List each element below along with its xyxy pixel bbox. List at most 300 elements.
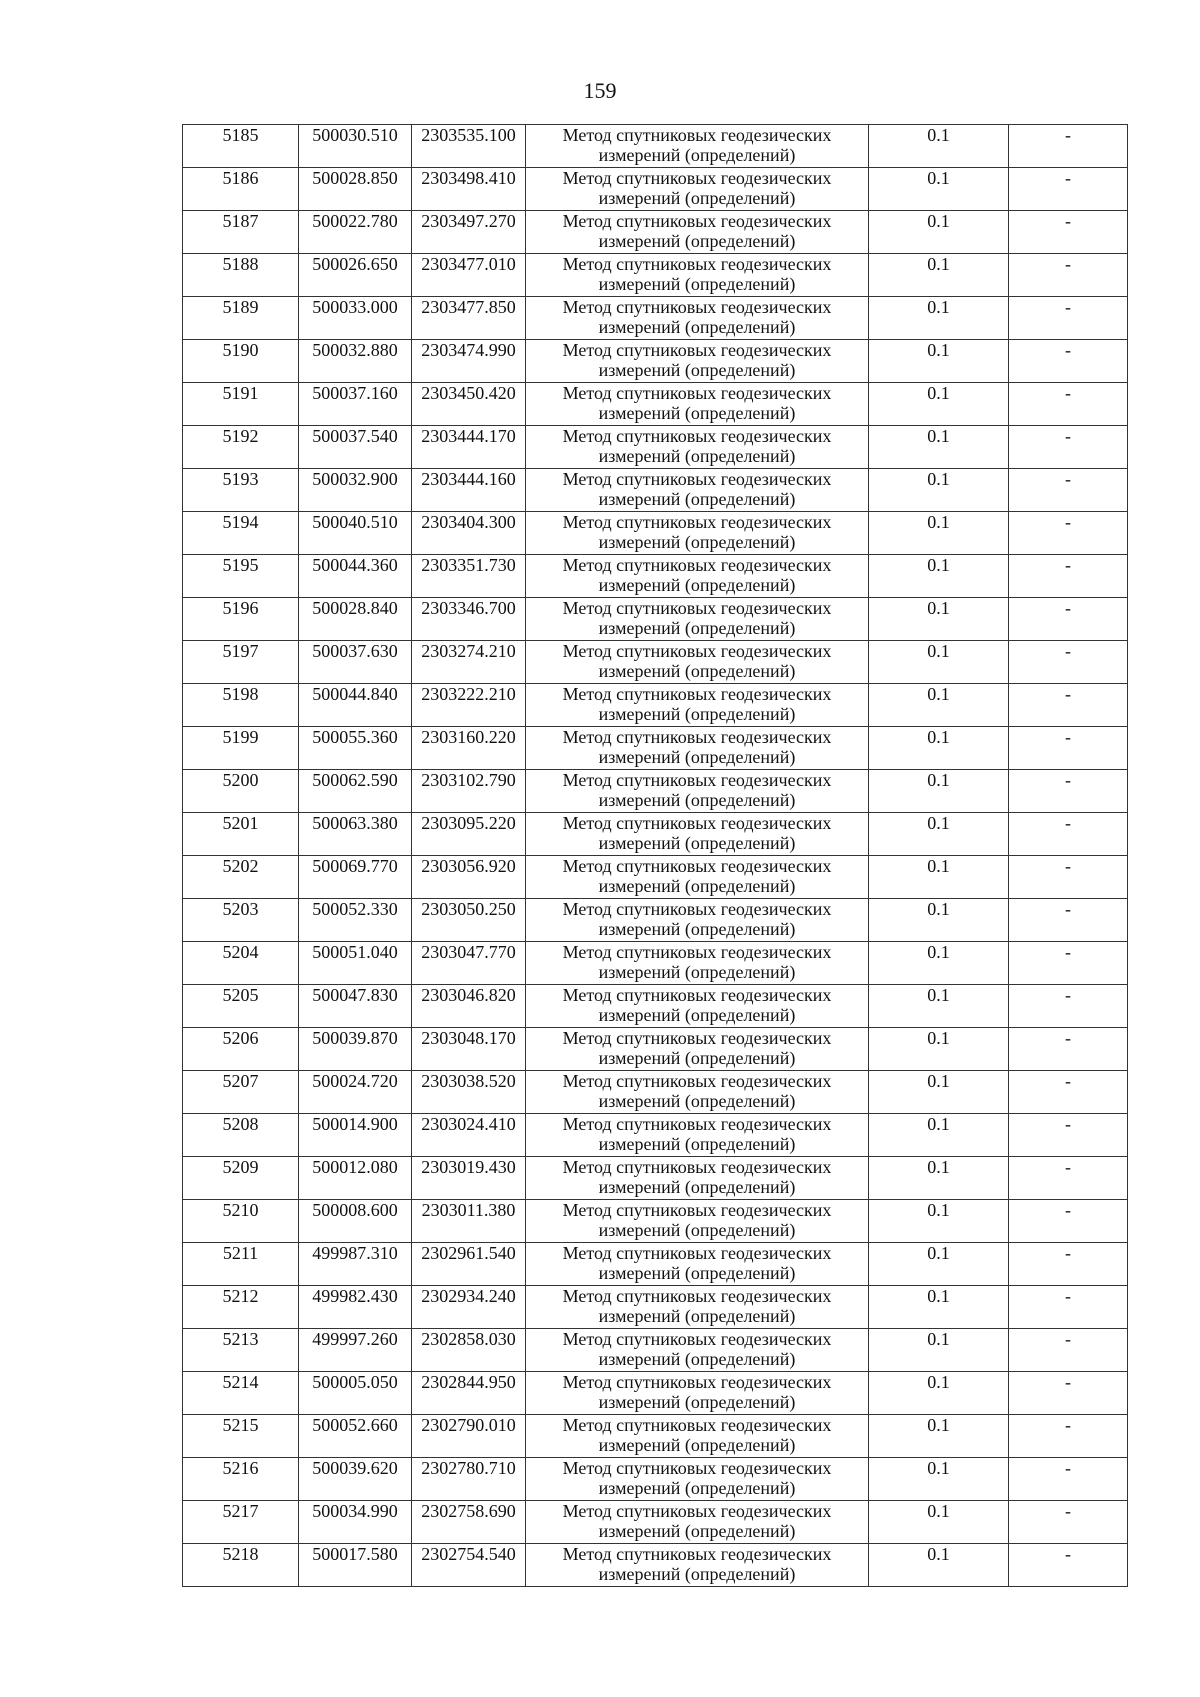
extra-value-cell: - bbox=[1009, 1372, 1128, 1415]
x-coordinate-cell: 500030.510 bbox=[299, 125, 412, 168]
extra-value-cell: - bbox=[1009, 1243, 1128, 1286]
method-cell bbox=[526, 426, 869, 469]
method-text-line1: Метод спутниковых геодезических bbox=[562, 512, 832, 532]
y-coordinate-cell: 2303056.920 bbox=[412, 856, 526, 899]
method-text-line2: измерений (определений) bbox=[598, 1392, 796, 1412]
point-number-cell: 5194 bbox=[183, 512, 299, 555]
extra-value-cell: - bbox=[1009, 899, 1128, 942]
method-text-line2: измерений (определений) bbox=[598, 360, 796, 380]
extra-value-cell: - bbox=[1009, 598, 1128, 641]
method-cell bbox=[526, 512, 869, 555]
method-text-line1: Метод спутниковых геодезических bbox=[562, 383, 832, 403]
y-coordinate-cell: 2302858.030 bbox=[412, 1329, 526, 1372]
table-row bbox=[183, 942, 1128, 985]
method-cell bbox=[526, 1243, 869, 1286]
table-row bbox=[183, 211, 1128, 254]
method-text-line1: Метод спутниковых геодезических bbox=[562, 598, 832, 618]
method-text-line1: Метод спутниковых геодезических bbox=[562, 942, 832, 962]
method-text-line1: Метод спутниковых геодезических bbox=[562, 813, 832, 833]
method-text-line2: измерений (определений) bbox=[598, 1091, 796, 1111]
x-coordinate-cell: 500051.040 bbox=[299, 942, 412, 985]
method-text-line2: измерений (определений) bbox=[598, 1349, 796, 1369]
x-coordinate-cell: 500063.380 bbox=[299, 813, 412, 856]
y-coordinate-cell: 2303102.790 bbox=[412, 770, 526, 813]
method-cell bbox=[526, 168, 869, 211]
extra-value-cell: - bbox=[1009, 1071, 1128, 1114]
point-number-cell: 5208 bbox=[183, 1114, 299, 1157]
method-cell bbox=[526, 598, 869, 641]
point-number-cell: 5188 bbox=[183, 254, 299, 297]
x-coordinate-cell: 500044.360 bbox=[299, 555, 412, 598]
method-text-line1: Метод спутниковых геодезических bbox=[562, 1071, 832, 1091]
point-number-cell: 5218 bbox=[183, 1544, 299, 1587]
method-cell bbox=[526, 1114, 869, 1157]
accuracy-cell: 0.1 bbox=[869, 899, 1009, 942]
extra-value-cell: - bbox=[1009, 297, 1128, 340]
method-text-line2: измерений (определений) bbox=[598, 1521, 796, 1541]
x-coordinate-cell: 500062.590 bbox=[299, 770, 412, 813]
accuracy-cell: 0.1 bbox=[869, 1157, 1009, 1200]
accuracy-cell: 0.1 bbox=[869, 1200, 1009, 1243]
method-cell bbox=[526, 641, 869, 684]
method-text-line2: измерений (определений) bbox=[598, 704, 796, 724]
point-number-cell: 5213 bbox=[183, 1329, 299, 1372]
x-coordinate-cell: 500033.000 bbox=[299, 297, 412, 340]
extra-value-cell: - bbox=[1009, 426, 1128, 469]
table-row bbox=[183, 727, 1128, 770]
method-cell bbox=[526, 125, 869, 168]
table-row bbox=[183, 1372, 1128, 1415]
accuracy-cell: 0.1 bbox=[869, 297, 1009, 340]
method-text-line2: измерений (определений) bbox=[598, 1564, 796, 1584]
x-coordinate-cell: 500052.660 bbox=[299, 1415, 412, 1458]
x-coordinate-cell: 500005.050 bbox=[299, 1372, 412, 1415]
method-text-line1: Метод спутниковых геодезических bbox=[562, 555, 832, 575]
method-text-line2: измерений (определений) bbox=[598, 1134, 796, 1154]
extra-value-cell: - bbox=[1009, 340, 1128, 383]
table-row bbox=[183, 426, 1128, 469]
extra-value-cell: - bbox=[1009, 211, 1128, 254]
x-coordinate-cell: 500037.540 bbox=[299, 426, 412, 469]
method-text-line2: измерений (определений) bbox=[598, 833, 796, 853]
point-number-cell: 5197 bbox=[183, 641, 299, 684]
accuracy-cell: 0.1 bbox=[869, 254, 1009, 297]
method-text-line1: Метод спутниковых геодезических bbox=[562, 426, 832, 446]
extra-value-cell: - bbox=[1009, 770, 1128, 813]
extra-value-cell: - bbox=[1009, 1114, 1128, 1157]
y-coordinate-cell: 2303095.220 bbox=[412, 813, 526, 856]
method-text-line1: Метод спутниковых геодезических bbox=[562, 899, 832, 919]
point-number-cell: 5200 bbox=[183, 770, 299, 813]
method-text-line1: Метод спутниковых геодезических bbox=[562, 1372, 832, 1392]
x-coordinate-cell: 500017.580 bbox=[299, 1544, 412, 1587]
method-text-line1: Метод спутниковых геодезических bbox=[562, 125, 832, 145]
extra-value-cell: - bbox=[1009, 641, 1128, 684]
table-row bbox=[183, 1157, 1128, 1200]
method-text-line1: Метод спутниковых геодезических bbox=[562, 297, 832, 317]
accuracy-cell: 0.1 bbox=[869, 555, 1009, 598]
method-text-line1: Метод спутниковых геодезических bbox=[562, 1458, 832, 1478]
y-coordinate-cell: 2302961.540 bbox=[412, 1243, 526, 1286]
table-row bbox=[183, 856, 1128, 899]
table-row bbox=[183, 813, 1128, 856]
y-coordinate-cell: 2303404.300 bbox=[412, 512, 526, 555]
y-coordinate-cell: 2303047.770 bbox=[412, 942, 526, 985]
extra-value-cell: - bbox=[1009, 985, 1128, 1028]
extra-value-cell: - bbox=[1009, 1415, 1128, 1458]
x-coordinate-cell: 500014.900 bbox=[299, 1114, 412, 1157]
table-row bbox=[183, 297, 1128, 340]
method-cell bbox=[526, 1200, 869, 1243]
method-text-line2: измерений (определений) bbox=[598, 919, 796, 939]
point-number-cell: 5216 bbox=[183, 1458, 299, 1501]
point-number-cell: 5191 bbox=[183, 383, 299, 426]
accuracy-cell: 0.1 bbox=[869, 168, 1009, 211]
point-number-cell: 5212 bbox=[183, 1286, 299, 1329]
extra-value-cell: - bbox=[1009, 1501, 1128, 1544]
method-text-line1: Метод спутниковых геодезических bbox=[562, 211, 832, 231]
method-text-line1: Метод спутниковых геодезических bbox=[562, 1501, 832, 1521]
method-text-line2: измерений (определений) bbox=[598, 1220, 796, 1240]
y-coordinate-cell: 2303046.820 bbox=[412, 985, 526, 1028]
table-row bbox=[183, 598, 1128, 641]
table-row bbox=[183, 1114, 1128, 1157]
table-row bbox=[183, 1501, 1128, 1544]
y-coordinate-cell: 2302790.010 bbox=[412, 1415, 526, 1458]
y-coordinate-cell: 2302844.950 bbox=[412, 1372, 526, 1415]
y-coordinate-cell: 2302754.540 bbox=[412, 1544, 526, 1587]
extra-value-cell: - bbox=[1009, 813, 1128, 856]
table-row bbox=[183, 254, 1128, 297]
accuracy-cell: 0.1 bbox=[869, 985, 1009, 1028]
y-coordinate-cell: 2303498.410 bbox=[412, 168, 526, 211]
method-text-line2: измерений (определений) bbox=[598, 876, 796, 896]
accuracy-cell: 0.1 bbox=[869, 1071, 1009, 1114]
y-coordinate-cell: 2302758.690 bbox=[412, 1501, 526, 1544]
point-number-cell: 5205 bbox=[183, 985, 299, 1028]
point-number-cell: 5210 bbox=[183, 1200, 299, 1243]
x-coordinate-cell: 500069.770 bbox=[299, 856, 412, 899]
x-coordinate-cell: 500039.870 bbox=[299, 1028, 412, 1071]
extra-value-cell: - bbox=[1009, 1544, 1128, 1587]
method-cell bbox=[526, 254, 869, 297]
x-coordinate-cell: 499987.310 bbox=[299, 1243, 412, 1286]
method-text-line1: Метод спутниковых геодезических bbox=[562, 1114, 832, 1134]
table-row bbox=[183, 1329, 1128, 1372]
extra-value-cell: - bbox=[1009, 125, 1128, 168]
method-cell bbox=[526, 340, 869, 383]
method-text-line2: измерений (определений) bbox=[598, 661, 796, 681]
table-row bbox=[183, 899, 1128, 942]
method-text-line1: Метод спутниковых геодезических bbox=[562, 770, 832, 790]
method-cell bbox=[526, 856, 869, 899]
accuracy-cell: 0.1 bbox=[869, 1028, 1009, 1071]
x-coordinate-cell: 500028.850 bbox=[299, 168, 412, 211]
accuracy-cell: 0.1 bbox=[869, 1286, 1009, 1329]
x-coordinate-cell: 500024.720 bbox=[299, 1071, 412, 1114]
x-coordinate-cell: 500052.330 bbox=[299, 899, 412, 942]
point-number-cell: 5199 bbox=[183, 727, 299, 770]
point-number-cell: 5187 bbox=[183, 211, 299, 254]
x-coordinate-cell: 500028.840 bbox=[299, 598, 412, 641]
extra-value-cell: - bbox=[1009, 469, 1128, 512]
y-coordinate-cell: 2303497.270 bbox=[412, 211, 526, 254]
table-row bbox=[183, 684, 1128, 727]
table-row bbox=[183, 469, 1128, 512]
accuracy-cell: 0.1 bbox=[869, 211, 1009, 254]
extra-value-cell: - bbox=[1009, 1200, 1128, 1243]
method-cell bbox=[526, 1157, 869, 1200]
table-row bbox=[183, 555, 1128, 598]
point-number-cell: 5214 bbox=[183, 1372, 299, 1415]
accuracy-cell: 0.1 bbox=[869, 125, 1009, 168]
extra-value-cell: - bbox=[1009, 1286, 1128, 1329]
y-coordinate-cell: 2303444.160 bbox=[412, 469, 526, 512]
table-row bbox=[183, 770, 1128, 813]
accuracy-cell: 0.1 bbox=[869, 1544, 1009, 1587]
extra-value-cell: - bbox=[1009, 856, 1128, 899]
y-coordinate-cell: 2302780.710 bbox=[412, 1458, 526, 1501]
method-text-line2: измерений (определений) bbox=[598, 1478, 796, 1498]
table-row bbox=[183, 1243, 1128, 1286]
point-number-cell: 5193 bbox=[183, 469, 299, 512]
accuracy-cell: 0.1 bbox=[869, 340, 1009, 383]
method-text-line2: измерений (определений) bbox=[598, 1306, 796, 1326]
accuracy-cell: 0.1 bbox=[869, 1372, 1009, 1415]
coordinates-table-body bbox=[183, 125, 1128, 1587]
method-cell bbox=[526, 1415, 869, 1458]
x-coordinate-cell: 500040.510 bbox=[299, 512, 412, 555]
y-coordinate-cell: 2303535.100 bbox=[412, 125, 526, 168]
table-row bbox=[183, 1071, 1128, 1114]
extra-value-cell: - bbox=[1009, 555, 1128, 598]
method-text-line2: измерений (определений) bbox=[598, 1048, 796, 1068]
table-row bbox=[183, 512, 1128, 555]
method-text-line2: измерений (определений) bbox=[598, 274, 796, 294]
table-row bbox=[183, 985, 1128, 1028]
accuracy-cell: 0.1 bbox=[869, 1114, 1009, 1157]
method-text-line2: измерений (определений) bbox=[598, 231, 796, 251]
x-coordinate-cell: 499982.430 bbox=[299, 1286, 412, 1329]
y-coordinate-cell: 2303477.850 bbox=[412, 297, 526, 340]
method-cell bbox=[526, 1329, 869, 1372]
method-text-line2: измерений (определений) bbox=[598, 575, 796, 595]
x-coordinate-cell: 500032.900 bbox=[299, 469, 412, 512]
point-number-cell: 5215 bbox=[183, 1415, 299, 1458]
method-text-line1: Метод спутниковых геодезических bbox=[562, 1415, 832, 1435]
accuracy-cell: 0.1 bbox=[869, 426, 1009, 469]
point-number-cell: 5206 bbox=[183, 1028, 299, 1071]
method-cell bbox=[526, 1544, 869, 1587]
method-cell bbox=[526, 899, 869, 942]
method-cell bbox=[526, 770, 869, 813]
table-row bbox=[183, 1028, 1128, 1071]
method-text-line2: измерений (определений) bbox=[598, 317, 796, 337]
method-text-line1: Метод спутниковых геодезических bbox=[562, 641, 832, 661]
y-coordinate-cell: 2303346.700 bbox=[412, 598, 526, 641]
extra-value-cell: - bbox=[1009, 684, 1128, 727]
extra-value-cell: - bbox=[1009, 727, 1128, 770]
y-coordinate-cell: 2303477.010 bbox=[412, 254, 526, 297]
table-row bbox=[183, 168, 1128, 211]
method-text-line2: измерений (определений) bbox=[598, 403, 796, 423]
method-text-line2: измерений (определений) bbox=[598, 145, 796, 165]
x-coordinate-cell: 500037.160 bbox=[299, 383, 412, 426]
method-cell bbox=[526, 1501, 869, 1544]
point-number-cell: 5207 bbox=[183, 1071, 299, 1114]
method-cell bbox=[526, 1372, 869, 1415]
accuracy-cell: 0.1 bbox=[869, 942, 1009, 985]
point-number-cell: 5203 bbox=[183, 899, 299, 942]
accuracy-cell: 0.1 bbox=[869, 1243, 1009, 1286]
page-number: 159 bbox=[583, 78, 617, 103]
method-text-line1: Метод спутниковых геодезических bbox=[562, 1329, 832, 1349]
accuracy-cell: 0.1 bbox=[869, 727, 1009, 770]
method-text-line2: измерений (определений) bbox=[598, 1263, 796, 1283]
method-cell bbox=[526, 383, 869, 426]
table-row bbox=[183, 1415, 1128, 1458]
method-cell bbox=[526, 813, 869, 856]
method-text-line1: Метод спутниковых геодезических bbox=[562, 469, 832, 489]
y-coordinate-cell: 2303050.250 bbox=[412, 899, 526, 942]
table-row bbox=[183, 1458, 1128, 1501]
method-text-line1: Метод спутниковых геодезических bbox=[562, 1200, 832, 1220]
extra-value-cell: - bbox=[1009, 1157, 1128, 1200]
x-coordinate-cell: 500032.880 bbox=[299, 340, 412, 383]
method-text-line2: измерений (определений) bbox=[598, 1177, 796, 1197]
extra-value-cell: - bbox=[1009, 254, 1128, 297]
method-text-line1: Метод спутниковых геодезических bbox=[562, 1028, 832, 1048]
accuracy-cell: 0.1 bbox=[869, 684, 1009, 727]
method-cell bbox=[526, 985, 869, 1028]
accuracy-cell: 0.1 bbox=[869, 598, 1009, 641]
accuracy-cell: 0.1 bbox=[869, 856, 1009, 899]
x-coordinate-cell: 500039.620 bbox=[299, 1458, 412, 1501]
table-row bbox=[183, 340, 1128, 383]
extra-value-cell: - bbox=[1009, 1028, 1128, 1071]
accuracy-cell: 0.1 bbox=[869, 512, 1009, 555]
method-text-line1: Метод спутниковых геодезических bbox=[562, 1157, 832, 1177]
table-row bbox=[183, 1544, 1128, 1587]
extra-value-cell: - bbox=[1009, 512, 1128, 555]
method-cell bbox=[526, 1028, 869, 1071]
method-text-line1: Метод спутниковых геодезических bbox=[562, 1243, 832, 1263]
method-text-line2: измерений (определений) bbox=[598, 618, 796, 638]
y-coordinate-cell: 2303024.410 bbox=[412, 1114, 526, 1157]
point-number-cell: 5186 bbox=[183, 168, 299, 211]
method-cell bbox=[526, 1458, 869, 1501]
table-row bbox=[183, 641, 1128, 684]
y-coordinate-cell: 2303444.170 bbox=[412, 426, 526, 469]
x-coordinate-cell: 500044.840 bbox=[299, 684, 412, 727]
x-coordinate-cell: 500034.990 bbox=[299, 1501, 412, 1544]
method-text-line2: измерений (определений) bbox=[598, 747, 796, 767]
accuracy-cell: 0.1 bbox=[869, 469, 1009, 512]
extra-value-cell: - bbox=[1009, 942, 1128, 985]
y-coordinate-cell: 2303222.210 bbox=[412, 684, 526, 727]
point-number-cell: 5202 bbox=[183, 856, 299, 899]
point-number-cell: 5185 bbox=[183, 125, 299, 168]
x-coordinate-cell: 500037.630 bbox=[299, 641, 412, 684]
method-cell bbox=[526, 684, 869, 727]
method-text-line1: Метод спутниковых геодезических bbox=[562, 1544, 832, 1564]
accuracy-cell: 0.1 bbox=[869, 1415, 1009, 1458]
accuracy-cell: 0.1 bbox=[869, 1458, 1009, 1501]
y-coordinate-cell: 2302934.240 bbox=[412, 1286, 526, 1329]
point-number-cell: 5189 bbox=[183, 297, 299, 340]
point-number-cell: 5192 bbox=[183, 426, 299, 469]
x-coordinate-cell: 500047.830 bbox=[299, 985, 412, 1028]
y-coordinate-cell: 2303160.220 bbox=[412, 727, 526, 770]
method-text-line2: измерений (определений) bbox=[598, 1435, 796, 1455]
point-number-cell: 5201 bbox=[183, 813, 299, 856]
method-cell bbox=[526, 727, 869, 770]
point-number-cell: 5190 bbox=[183, 340, 299, 383]
method-text-line1: Метод спутниковых геодезических bbox=[562, 727, 832, 747]
y-coordinate-cell: 2303450.420 bbox=[412, 383, 526, 426]
method-text-line1: Метод спутниковых геодезических bbox=[562, 684, 832, 704]
extra-value-cell: - bbox=[1009, 1329, 1128, 1372]
table-row bbox=[183, 383, 1128, 426]
y-coordinate-cell: 2303274.210 bbox=[412, 641, 526, 684]
coordinates-table bbox=[182, 124, 1128, 1587]
method-text-line1: Метод спутниковых геодезических bbox=[562, 985, 832, 1005]
method-text-line2: измерений (определений) bbox=[598, 962, 796, 982]
y-coordinate-cell: 2303474.990 bbox=[412, 340, 526, 383]
y-coordinate-cell: 2303048.170 bbox=[412, 1028, 526, 1071]
method-text-line1: Метод спутниковых геодезических bbox=[562, 254, 832, 274]
method-text-line2: измерений (определений) bbox=[598, 188, 796, 208]
x-coordinate-cell: 500012.080 bbox=[299, 1157, 412, 1200]
x-coordinate-cell: 500022.780 bbox=[299, 211, 412, 254]
x-coordinate-cell: 499997.260 bbox=[299, 1329, 412, 1372]
table-row bbox=[183, 1286, 1128, 1329]
method-cell bbox=[526, 211, 869, 254]
accuracy-cell: 0.1 bbox=[869, 813, 1009, 856]
method-text-line2: измерений (определений) bbox=[598, 1005, 796, 1025]
x-coordinate-cell: 500055.360 bbox=[299, 727, 412, 770]
x-coordinate-cell: 500008.600 bbox=[299, 1200, 412, 1243]
point-number-cell: 5209 bbox=[183, 1157, 299, 1200]
method-text-line2: измерений (определений) bbox=[598, 790, 796, 810]
point-number-cell: 5195 bbox=[183, 555, 299, 598]
table-row bbox=[183, 1200, 1128, 1243]
method-text-line1: Метод спутниковых геодезических bbox=[562, 168, 832, 188]
x-coordinate-cell: 500026.650 bbox=[299, 254, 412, 297]
point-number-cell: 5196 bbox=[183, 598, 299, 641]
method-cell bbox=[526, 1071, 869, 1114]
point-number-cell: 5198 bbox=[183, 684, 299, 727]
table-row bbox=[183, 125, 1128, 168]
y-coordinate-cell: 2303011.380 bbox=[412, 1200, 526, 1243]
method-text-line1: Метод спутниковых геодезических bbox=[562, 856, 832, 876]
y-coordinate-cell: 2303019.430 bbox=[412, 1157, 526, 1200]
accuracy-cell: 0.1 bbox=[869, 1329, 1009, 1372]
method-cell bbox=[526, 555, 869, 598]
accuracy-cell: 0.1 bbox=[869, 383, 1009, 426]
extra-value-cell: - bbox=[1009, 168, 1128, 211]
extra-value-cell: - bbox=[1009, 1458, 1128, 1501]
accuracy-cell: 0.1 bbox=[869, 770, 1009, 813]
y-coordinate-cell: 2303038.520 bbox=[412, 1071, 526, 1114]
method-cell bbox=[526, 469, 869, 512]
accuracy-cell: 0.1 bbox=[869, 1501, 1009, 1544]
y-coordinate-cell: 2303351.730 bbox=[412, 555, 526, 598]
point-number-cell: 5204 bbox=[183, 942, 299, 985]
accuracy-cell: 0.1 bbox=[869, 641, 1009, 684]
method-cell bbox=[526, 942, 869, 985]
method-text-line2: измерений (определений) bbox=[598, 446, 796, 466]
